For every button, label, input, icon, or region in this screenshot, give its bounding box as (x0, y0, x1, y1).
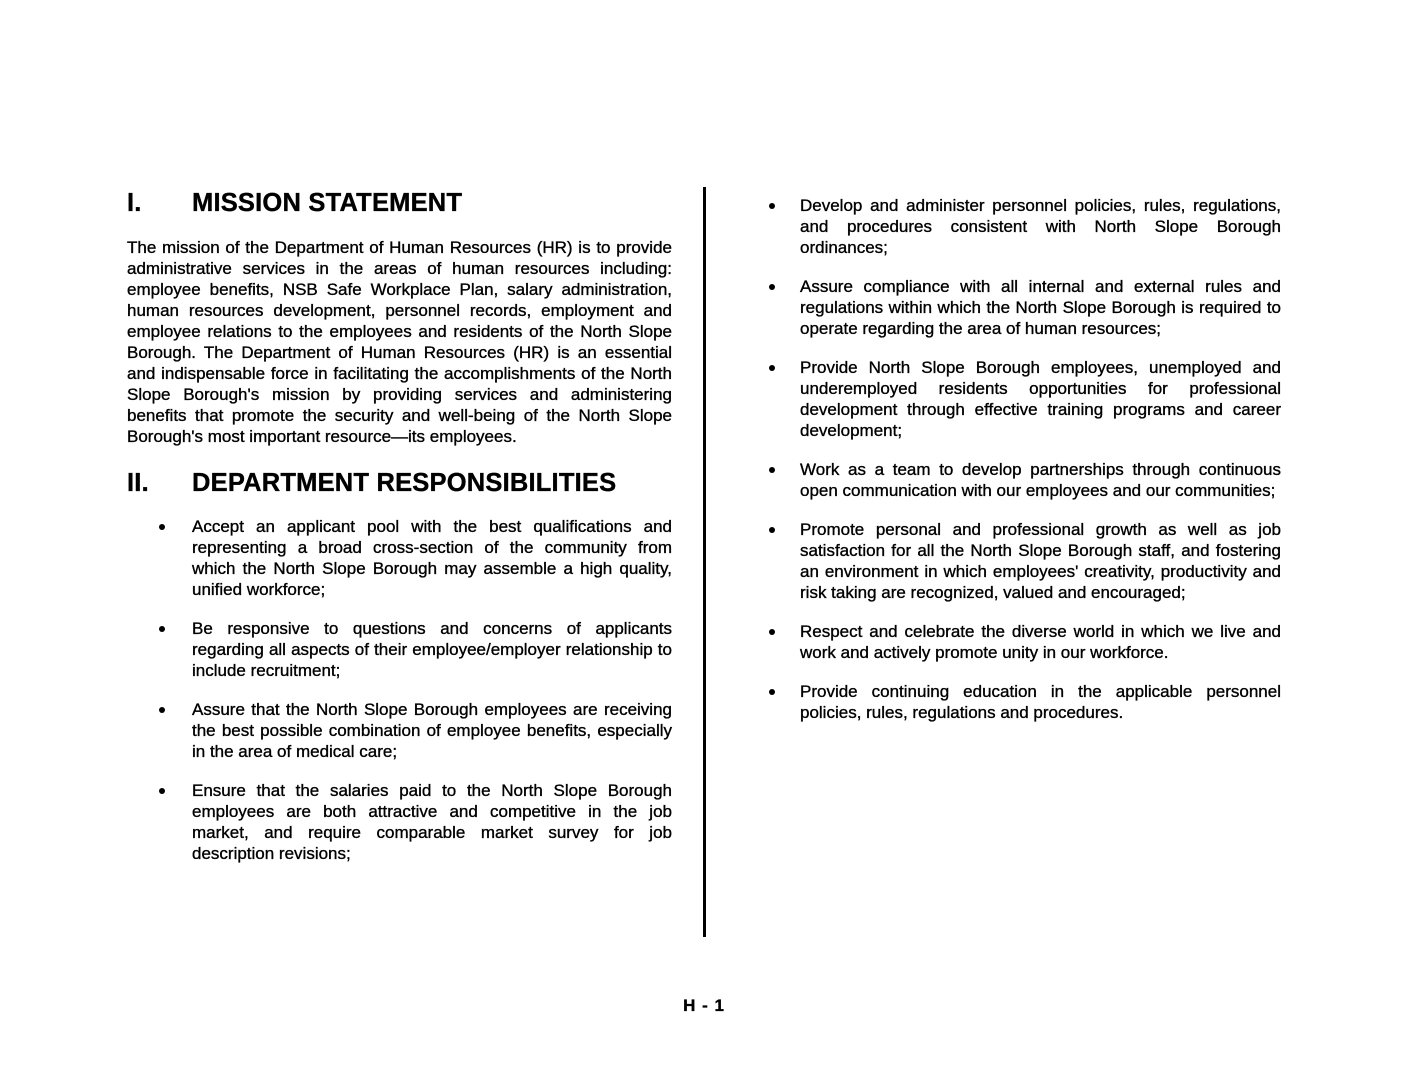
list-item-text: Work as a team to develop partnerships through continuous open communication with our employees and our communities; (800, 460, 1281, 500)
bullet-icon (769, 467, 775, 473)
mission-statement-paragraph: The mission of the Department of Human Resources (HR) is to provide administrative services in the areas of human resources including: employee benefits, NSB Safe Workplace Plan, salary administration, human resources development, personnel records, employment and employee relations to the employees and residents of the North Slope Borough. The Department of Human Resources (HR) is an essential and indispensable force in facilitating the accomplishments of the North Slope Borough's mission by providing services and administering benefits that promote the security and well-being of the North Slope Borough's most important resource—its employees. (127, 238, 672, 446)
section-title: DEPARTMENT RESPONSIBILITIES (192, 469, 617, 497)
list-item (755, 519, 1281, 603)
list-item-text: Ensure that the salaries paid to the North Slope Borough employees are both attractive and competitive in the job market, and require comparable market survey for job description revisions; (192, 781, 672, 863)
section-number: I. (127, 189, 142, 217)
list-item-text: Assure compliance with all internal and external rules and regulations within which the North Slope Borough is required to operate regarding the area of human resources; (800, 277, 1281, 338)
department-responsibilities-heading (127, 469, 672, 497)
list-item (127, 516, 672, 600)
list-item (755, 276, 1281, 339)
list-item (127, 780, 672, 864)
bullet-icon (769, 629, 775, 635)
list-item-text: Promote personal and professional growth as well as job satisfaction for all the North Slope Borough staff, and fostering an environment in which employees' creativity, productivity and risk taking are recognized, valued and encouraged; (800, 520, 1281, 602)
list-item (755, 459, 1281, 501)
bullet-icon (769, 689, 775, 695)
responsibilities-list-right (755, 195, 1281, 723)
list-item-text: Develop and administer personnel policies, rules, regulations, and procedures consistent with North Slope Borough ordinances; (800, 196, 1281, 257)
list-item-text: Be responsive to questions and concerns of applicants regarding all aspects of their employee/employer relationship to include recruitment; (192, 619, 672, 680)
bullet-icon (159, 788, 165, 794)
section-number: II. (127, 469, 149, 497)
bullet-icon (159, 524, 165, 530)
bullet-icon (769, 527, 775, 533)
right-column (755, 195, 1281, 723)
list-item-text: Assure that the North Slope Borough employees are receiving the best possible combination of employee benefits, especially in the area of medical care; (192, 700, 672, 761)
bullet-icon (769, 365, 775, 371)
column-divider (703, 187, 706, 937)
list-item (755, 195, 1281, 258)
list-item-text: Respect and celebrate the diverse world in which we live and work and actively promote unity in our workforce. (800, 622, 1281, 662)
list-item-text: Accept an applicant pool with the best qualifications and representing a broad cross-section of the community from which the North Slope Borough may assemble a high quality, unified workforce; (192, 517, 672, 599)
responsibilities-list-left (127, 516, 672, 864)
list-item-text: Provide North Slope Borough employees, unemployed and underemployed residents opportunities for professional development through effective training programs and career development; (800, 358, 1281, 440)
list-item (755, 621, 1281, 663)
list-item (127, 618, 672, 681)
bullet-icon (769, 284, 775, 290)
bullet-icon (769, 203, 775, 209)
page-number: H - 1 (683, 996, 725, 1015)
left-column (127, 189, 672, 864)
bullet-icon (159, 707, 165, 713)
section-title: MISSION STATEMENT (192, 189, 463, 217)
mission-statement-heading (127, 189, 672, 217)
list-item-text: Provide continuing education in the applicable personnel policies, rules, regulations and procedures. (800, 682, 1281, 722)
list-item (755, 357, 1281, 441)
list-item (127, 699, 672, 762)
list-item (755, 681, 1281, 723)
bullet-icon (159, 626, 165, 632)
